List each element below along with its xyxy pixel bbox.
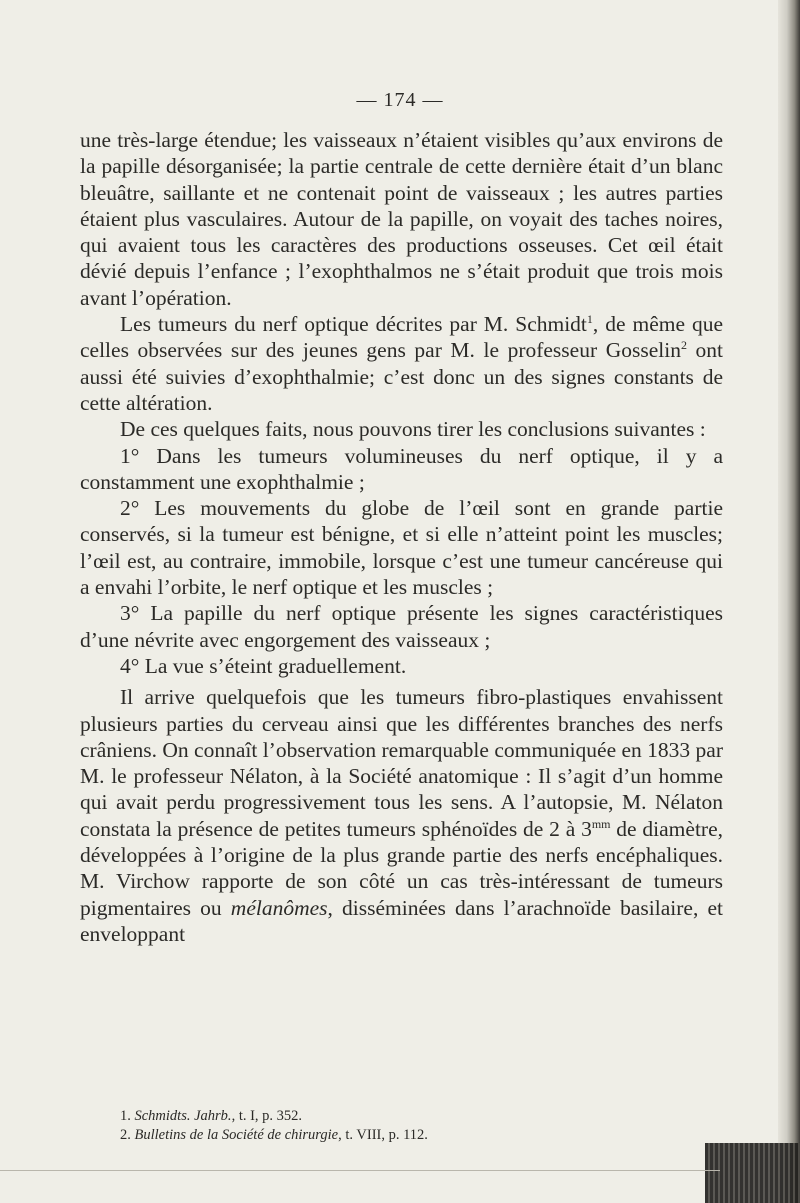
footnote-1-source: Schmidts. Jahrb. xyxy=(134,1108,232,1124)
footnote-1-number: 1. xyxy=(120,1108,131,1124)
paragraph-2 xyxy=(80,311,723,416)
footnote-2 xyxy=(80,1126,723,1145)
conclusion-3: 3° La papille du nerf optique présente les signes caractéristiques d’une névrite avec engorgement des vaisseaux ; xyxy=(80,601,723,652)
book-spine-edge xyxy=(705,1143,800,1203)
term-melanomes: mélanômes xyxy=(230,895,328,920)
paragraph-8-part-c: , disséminées dans l’arachnoïde basilaire, et enveloppant xyxy=(80,895,723,946)
paragraph-3: De ces quelques faits, nous pouvons tirer les conclusions suivantes : xyxy=(120,417,706,442)
footnote-2-ref: , t. VIII, p. 112. xyxy=(338,1127,428,1143)
conclusion-2: 2° Les mouvements du globe de l’œil sont en grande partie conservés, si la tumeur est bénigne, et si elle n’atteint point les muscles; l’œil est, au contraire, immobile, lorsque c’est une tumeur cancéreuse qui a envahi l’orbite, le nerf optique et les muscles ; xyxy=(80,496,723,600)
footnote-ref-1: 1 xyxy=(586,311,593,326)
unit-mm: mm xyxy=(591,816,611,831)
body-text xyxy=(80,127,723,947)
paragraph-8-part-b: de diamètre, développées à l’origine de la plus grande partie des nerfs encéphaliques. M. Virchow rapporte de son côté un cas très-intéressant de tumeurs pigmentaires ou xyxy=(80,816,723,920)
conclusion-4: 4° La vue s’éteint graduellement. xyxy=(120,653,407,678)
paragraph-2-part-a: Les tumeurs du nerf optique décrites par M. Schmidt xyxy=(120,312,587,337)
footnotes xyxy=(80,1107,723,1145)
conclusion-1: 1° Dans les tumeurs volumineuses du nerf optique, il y a constamment une exophthalmie ; xyxy=(80,443,723,494)
footnote-1-ref: , t. I, p. 352. xyxy=(231,1108,303,1124)
paragraph-8-part-a: Il arrive quelquefois que les tumeurs fibro-plastiques envahissent plusieurs parties du cerveau ainsi que les différentes branches des nerfs crâniens. On connaît l’observation remarquable communiquée en 1833 par M. le professeur Nélaton, à la Société anatomique : Il s’agit d’un homme qui avait perdu progressivement tous les sens. A l’autopsie, M. Nélaton constata la présence de petites tumeurs sphénoïdes de 2 à 3 xyxy=(80,685,723,841)
paragraph-2-part-b: , de même que celles observées sur des jeunes gens par M. le professeur Gosselin xyxy=(80,312,723,363)
paragraph-8 xyxy=(80,684,723,947)
footnote-ref-2: 2 xyxy=(680,338,687,353)
paragraph-2-part-c: ont aussi été suivies d’exophthalmie; c’est donc un des signes constants de cette altération. xyxy=(80,338,723,415)
page-edge-shadow xyxy=(778,0,800,1203)
page-number: — 174 — xyxy=(356,89,444,111)
paragraph-1: une très-large étendue; les vaisseaux n’étaient visibles qu’aux environs de la papille désorganisée; la partie centrale de cette dernière était d’un blanc bleuâtre, saillante et ne contenait point de vaisseaux ; les autres parties étaient plus vasculaires. Autour de la papille, on voyait des taches noires, qui avaient tous les caractères des productions osseuses. Cet œil était dévié depuis l’enfance ; l’exophthalmos ne s’était produit que trois mois avant l’opération. xyxy=(80,128,723,310)
bottom-rule xyxy=(0,1170,720,1171)
footnote-2-source: Bulletins de la Société de chirurgie xyxy=(134,1127,339,1143)
footnote-1 xyxy=(80,1107,723,1126)
footnote-2-number: 2. xyxy=(120,1127,131,1143)
